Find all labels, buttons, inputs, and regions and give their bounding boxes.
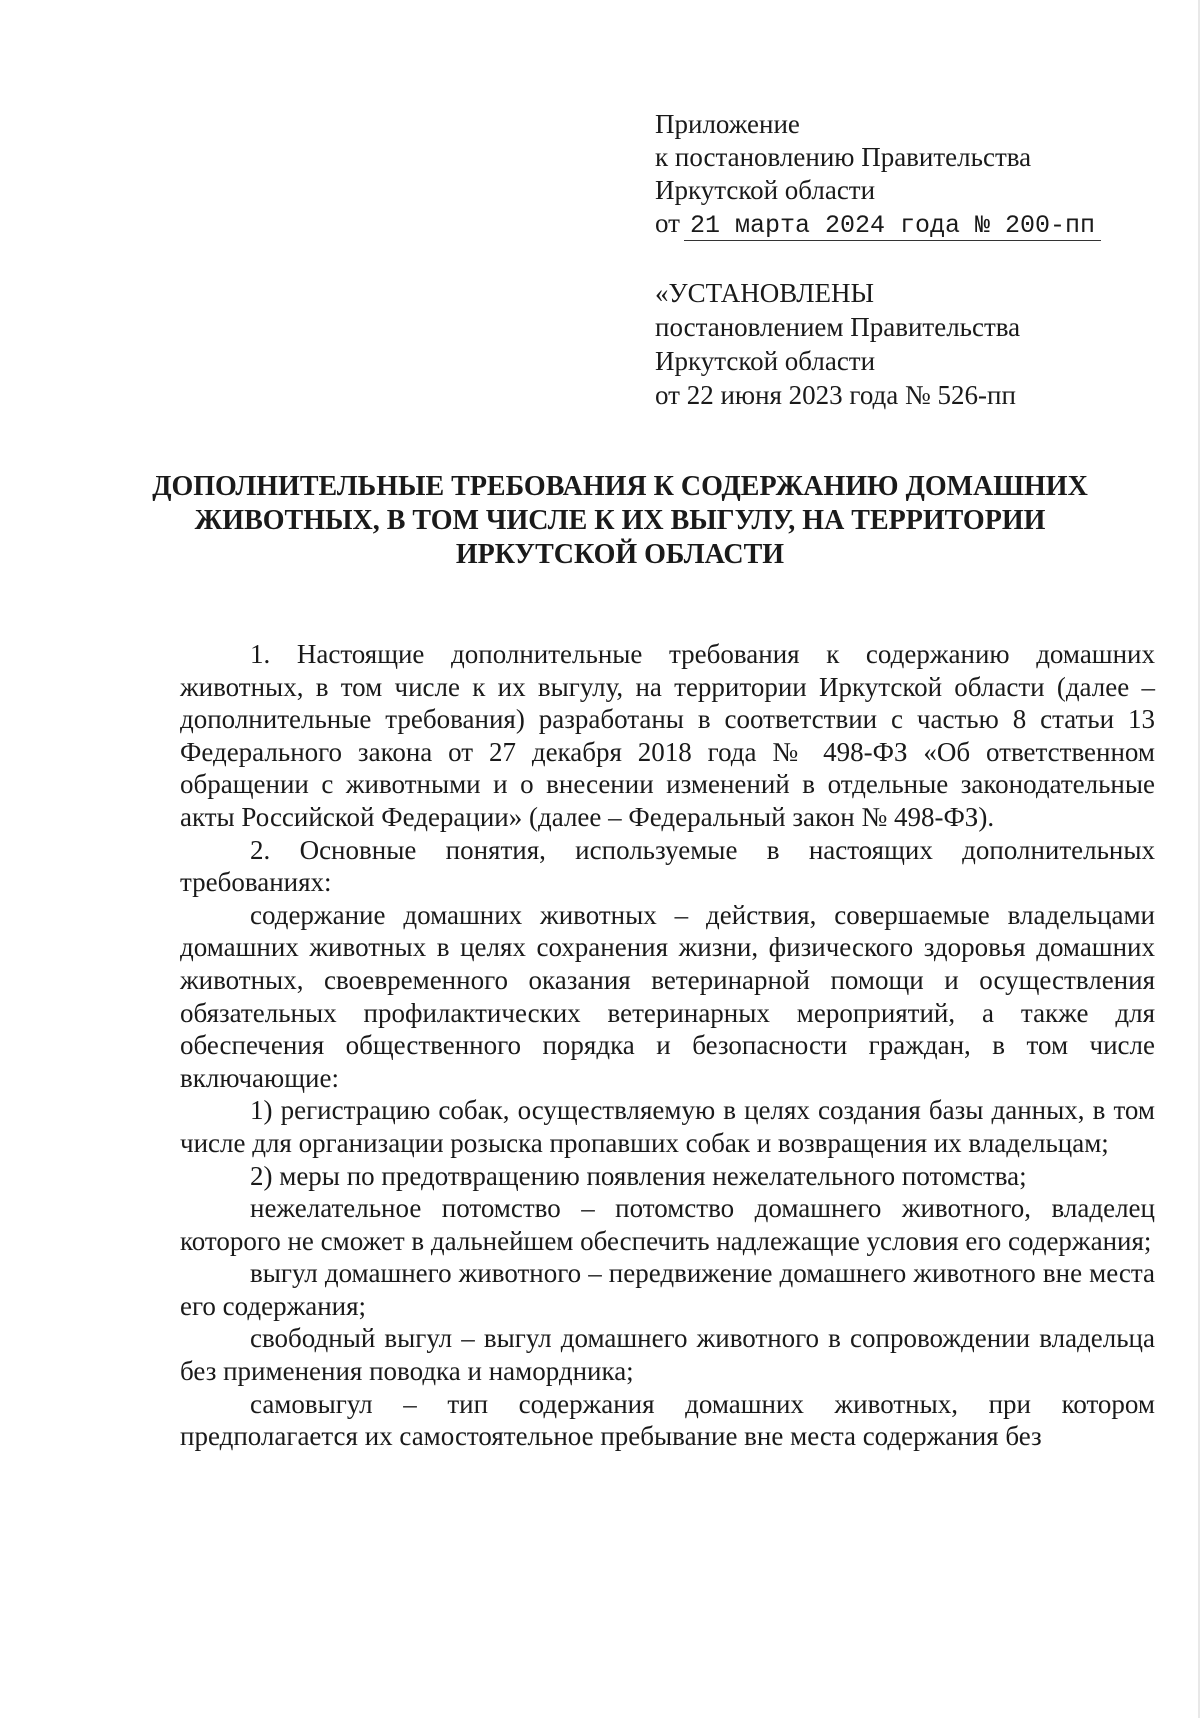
appendix-date-value: 21 марта 2024 года № 200-пп bbox=[684, 212, 1101, 241]
paragraph-2: 2. Основные понятия, используемые в настоящих дополнительных требованиях: bbox=[180, 834, 1155, 898]
appendix-date-line bbox=[655, 207, 1135, 241]
document-title bbox=[120, 470, 1120, 572]
title-line-2: ЖИВОТНЫХ, В ТОМ ЧИСЛЕ К ИХ ВЫГУЛУ, НА ТЕРРИТОРИИ bbox=[194, 505, 1046, 536]
established-by: постановлением Правительства bbox=[655, 312, 1021, 342]
title-line-1: ДОПОЛНИТЕЛЬНЫЕ ТРЕБОВАНИЯ К СОДЕРЖАНИЮ ДОМАШНИХ bbox=[152, 471, 1088, 502]
list-item-registration: 1) регистрацию собак, осуществляемую в целях создания базы данных, в том числе для организации розыска пропавших собак и возвращения их владельцам; bbox=[180, 1095, 1155, 1158]
established-header bbox=[655, 276, 1135, 412]
definition-unwanted-offspring: нежелательное потомство – потомство домашнего животного, владелец которого не сможет в дальнейшем обеспечить надлежащие условия его содержания; bbox=[180, 1193, 1155, 1256]
established-region: Иркутской области bbox=[655, 346, 876, 376]
definition-free-walking: свободный выгул – выгул домашнего животного в сопровождении владельца без применения поводка и намордника; bbox=[180, 1323, 1155, 1387]
list-item-offspring-measures: 2) меры по предотвращению появления нежелательного потомства; bbox=[250, 1160, 1027, 1191]
paragraph-1: 1. Настоящие дополнительные требования к содержанию домашних животных, в том числе к их выгулу, на территории Иркутской области (далее – дополнительные требования) разработаны в соответствии с частью 8 статьи 13 Федерального закона от 27 декабря 2018 года № 498-ФЗ «Об ответственном обращении с животными и о внесении изменений в отдельные законодательные акты Российской Федерации» (далее – Федеральный закон № 498-ФЗ). bbox=[180, 639, 1155, 832]
document-body bbox=[180, 638, 1155, 1453]
appendix-label: Приложение bbox=[655, 109, 800, 139]
title-line-3: ИРКУТСКОЙ ОБЛАСТИ bbox=[455, 539, 785, 570]
appendix-date-prefix: от bbox=[655, 208, 680, 238]
established-label: «УСТАНОВЛЕНЫ bbox=[655, 278, 875, 308]
established-date: от 22 июня 2023 года № 526-пп bbox=[655, 380, 1016, 410]
appendix-region: Иркутской области bbox=[655, 175, 876, 205]
definition-keeping: содержание домашних животных – действия, совершаемые владельцами домашних животных в целях сохранения жизни, физического здоровья домашних животных, своевременного оказания ветеринарной помощи и осуществления обязательных профилактических ветеринарных мероприятий, а также для обеспечения общественного порядка и безопасности граждан, в том числе включающие: bbox=[180, 899, 1155, 1093]
definition-walking: выгул домашнего животного – передвижение домашнего животного вне места его содержания; bbox=[180, 1258, 1155, 1321]
definition-self-walking: самовыгул – тип содержания домашних животных, при котором предполагается их самостоятельное пребывание вне места содержания без bbox=[180, 1388, 1155, 1452]
appendix-header bbox=[655, 108, 1135, 241]
appendix-reference: к постановлению Правительства bbox=[655, 142, 1032, 172]
